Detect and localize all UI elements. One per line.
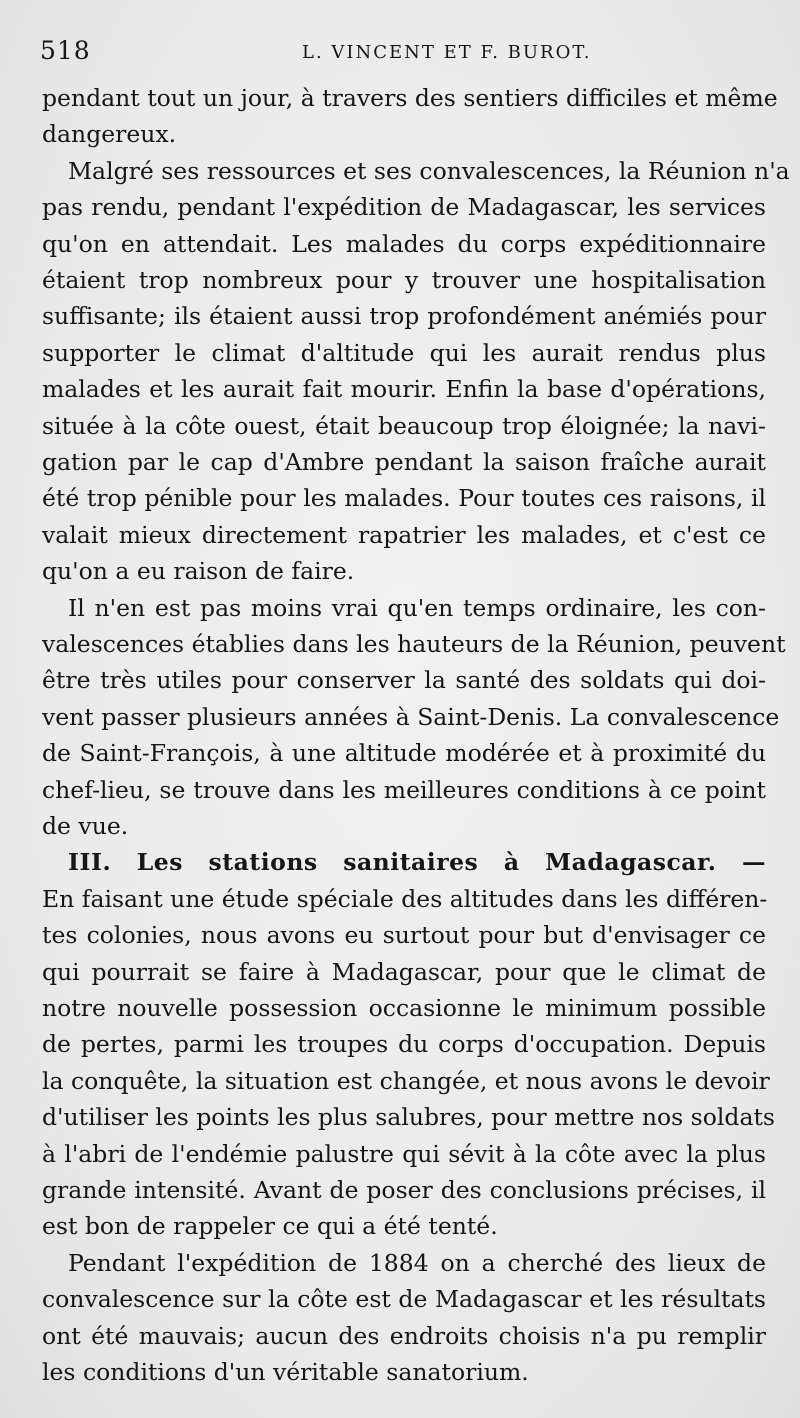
text-line: valait mieux directement rapatrier les malades, et c'est ce bbox=[42, 520, 766, 549]
text-line: supporter le climat d'altitude qui les aurait rendus plus bbox=[42, 338, 766, 367]
paragraph-start-line: Il n'en est pas moins vrai qu'en temps ordinaire, les con- bbox=[68, 593, 766, 622]
text-line: qu'on a eu raison de faire. bbox=[42, 557, 355, 586]
paragraph-start-line: Pendant l'expédition de 1884 on a cherché des lieux de bbox=[68, 1248, 766, 1277]
text-line: suffisante; ils étaient aussi trop profondément anémiés pour bbox=[42, 302, 766, 331]
paragraph-start-line: Malgré ses ressources et ses convalescences, la Réunion n'a bbox=[68, 156, 790, 185]
text-line: dangereux. bbox=[42, 120, 177, 149]
text-line: chef-lieu, se trouve dans les meilleures conditions à ce point bbox=[42, 775, 766, 804]
text-line: de Saint-François, à une altitude modérée et à proximité du bbox=[42, 739, 766, 768]
text-line: ont été mauvais; aucun des endroits choisis n'a pu remplir bbox=[42, 1321, 766, 1350]
text-line: pas rendu, pendant l'expédition de Madagascar, les services bbox=[42, 193, 766, 222]
text-line: de pertes, parmi les troupes du corps d'occupation. Depuis bbox=[42, 1030, 766, 1059]
text-line: gation par le cap d'Ambre pendant la saison fraîche aurait bbox=[42, 448, 766, 476]
text-line: été trop pénible pour les malades. Pour toutes ces raisons, il bbox=[42, 484, 766, 513]
text-line: qui pourrait se faire à Madagascar, pour que le climat de bbox=[42, 957, 766, 986]
text-line: vent passer plusieurs années à Saint-Denis. La convalescence bbox=[42, 702, 780, 731]
text-line: valescences établies dans les hauteurs de la Réunion, peuvent bbox=[42, 630, 786, 658]
text-line: de vue. bbox=[42, 812, 129, 840]
text-line: la conquête, la situation est changée, et nous avons le devoir bbox=[42, 1066, 770, 1095]
text-line: située à la côte ouest, était beaucoup trop éloignée; la navi- bbox=[42, 411, 766, 440]
text-line: est bon de rappeler ce qui a été tenté. bbox=[42, 1212, 498, 1241]
text-line: être très utiles pour conserver la santé des soldats qui doi- bbox=[42, 666, 766, 695]
text-line: à l'abri de l'endémie palustre qui sévit à la côte avec la plus bbox=[42, 1139, 766, 1168]
page-number: 518 bbox=[40, 36, 91, 65]
page-header bbox=[40, 36, 780, 72]
text-line: convalescence sur la côte est de Madagascar et les résultats bbox=[42, 1285, 766, 1314]
text-line: grande intensité. Avant de poser des conclusions précises, il bbox=[42, 1176, 766, 1204]
text-line: En faisant une étude spéciale des altitudes dans les différen- bbox=[42, 884, 768, 913]
text-line: tes colonies, nous avons eu surtout pour but d'envisager ce bbox=[42, 921, 766, 950]
text-line: notre nouvelle possession occasionne le minimum possible bbox=[42, 994, 766, 1022]
section-heading: III. Les stations sanitaires à Madagascar. — bbox=[68, 848, 766, 877]
text-line: malades et les aurait fait mourir. Enfin la base d'opérations, bbox=[42, 375, 766, 404]
text-line: les conditions d'un véritable sanatorium. bbox=[42, 1358, 529, 1386]
running-head: L. VINCENT ET F. BUROT. bbox=[302, 42, 592, 63]
text-line: étaient trop nombreux pour y trouver une hospitalisation bbox=[42, 266, 766, 294]
text-line: pendant tout un jour, à travers des sentiers difficiles et même bbox=[42, 84, 778, 112]
text-line: qu'on en attendait. Les malades du corps expéditionnaire bbox=[42, 229, 766, 258]
text-line: d'utiliser les points les plus salubres, pour mettre nos soldats bbox=[42, 1103, 775, 1132]
